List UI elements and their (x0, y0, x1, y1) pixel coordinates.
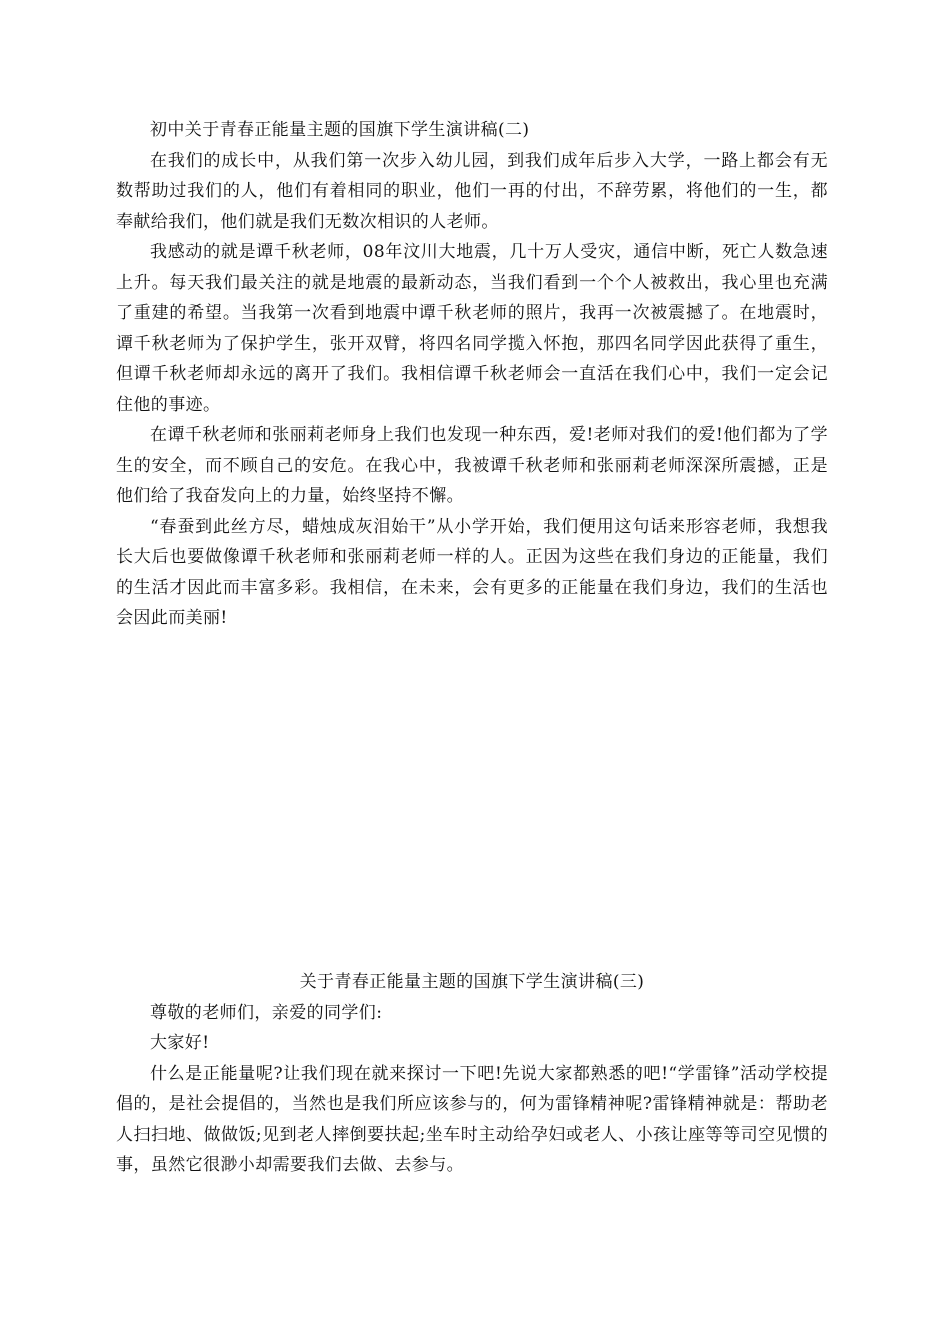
greeting: 大家好! (150, 1033, 210, 1053)
paragraph: 在谭千秋老师和张丽莉老师身上我们也发现一种东西，爱!老师对我们的爱!他们都为了学生的安全，而不顾自己的安危。在我心中，我被谭千秋老师和张丽莉老师深深所震撼，正是他们给了我奋发向上的力量，始终坚持不懈。 (116, 425, 828, 506)
paragraph: 我感动的就是谭千秋老师，08年汶川大地震，几十万人受灾，通信中断，死亡人数急速上升。每天我们最关注的就是地震的最新动态，当我们看到一个个人被救出，我心里也充满了重建的希望。当我第一次看到地震中谭千秋老师的照片，我再一次被震撼了。在地震时，谭千秋老师为了保护学生，张开双臂，将四名同学揽入怀抱，那四名同学因此获得了重生，但谭千秋老师却永远的离开了我们。我相信谭千秋老师会一直活在我们心中，我们一定会记住他的事迹。 (116, 242, 828, 415)
speech-section-3 (116, 967, 828, 1181)
paragraph: 什么是正能量呢?让我们现在就来探讨一下吧!先说大家都熟悉的吧!“学雷锋”活动学校提倡的，是社会提倡的，当然也是我们所应该参与的，何为雷锋精神呢?雷锋精神就是：帮助老人扫扫地、做做饭;见到老人摔倒要扶起;坐车时主动给孕妇或老人、小孩让座等等司空见惯的事，虽然它很渺小却需要我们去做、去参与。 (116, 1063, 828, 1175)
paragraph: 在我们的成长中，从我们第一次步入幼儿园，到我们成年后步入大学，一路上都会有无数帮助过我们的人，他们有着相同的职业，他们一再的付出，不辞劳累，将他们的一生，都奉献给我们，他们就是我们无数次相识的人老师。 (116, 150, 828, 232)
paragraph: “春蚕到此丝方尽，蜡烛成灰泪始干”从小学开始，我们便用这句话来形容老师，我想我长大后也要做像谭千秋老师和张丽莉老师一样的人。正因为这些在我们身边的正能量，我们的生活才因此而丰富多彩。我相信，在未来，会有更多的正能量在我们身边，我们的生活也会因此而美丽! (116, 516, 828, 628)
speech-title-2: 初中关于青春正能量主题的国旗下学生演讲稿(二) (150, 120, 530, 140)
speech-section-2 (116, 115, 828, 634)
speech-title-3: 关于青春正能量主题的国旗下学生演讲稿(三) (299, 972, 645, 992)
salutation: 尊敬的老师们，亲爱的同学们: (150, 1002, 383, 1023)
